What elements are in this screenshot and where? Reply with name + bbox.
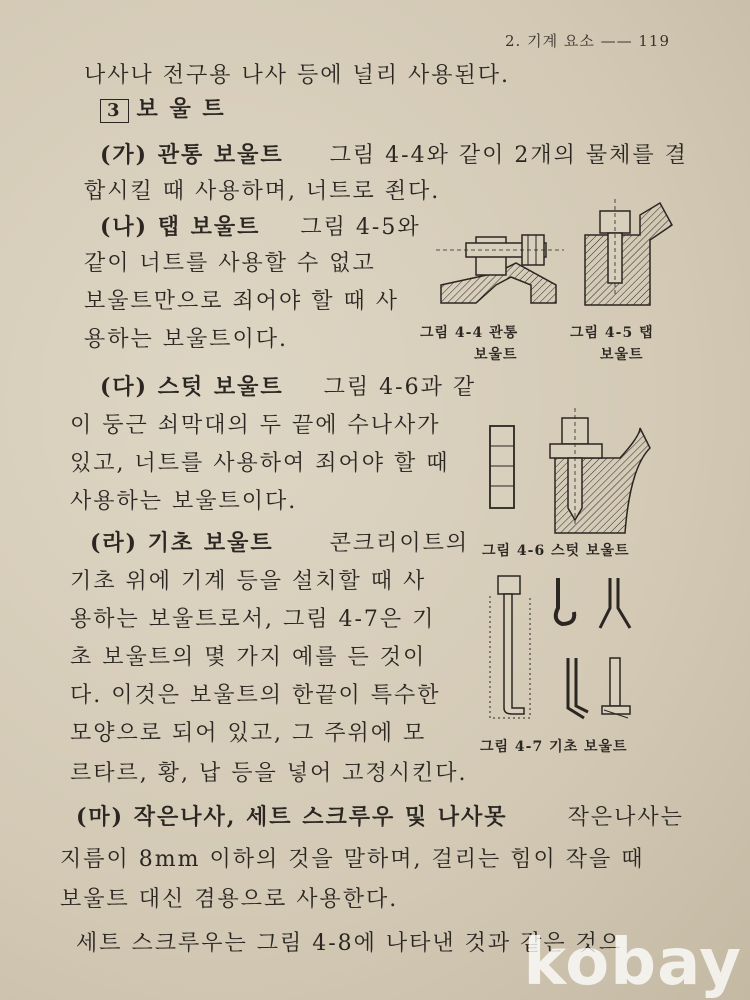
text-line: 초 보울트의 몇 가지 예를 든 것이: [70, 645, 427, 670]
paragraph-na-line-1: [100, 210, 421, 241]
caption-fig-4-4-line-2: 보울트: [474, 347, 518, 363]
caption-fig-4-4-line-1: 그림 4-4 관통: [420, 325, 519, 341]
text-line: 콘크리이트의: [329, 531, 470, 556]
section-number: 3: [100, 99, 129, 123]
text-line: 보울트만으로 죄어야 할 때 사: [84, 289, 399, 314]
paragraph-ga-line-1: [100, 138, 688, 169]
heading-ma: (마) 작은나사, 세트 스크루우 및 나사못: [76, 804, 508, 830]
paragraph-da-line-1: [100, 370, 476, 401]
text-line: 르타르, 황, 납 등을 넣어 고정시킨다.: [70, 761, 468, 786]
text-line: 있고, 너트를 사용하여 죄어야 할 때: [70, 451, 450, 476]
text-line: 사용하는 보울트이다.: [70, 489, 298, 514]
heading-ga: (가) 관통 보울트: [100, 142, 284, 168]
text-line: 기초 위에 기계 등을 설치할 때 사: [70, 569, 427, 594]
heading-da: (다) 스텃 보울트: [100, 374, 284, 400]
text-line: 모양으로 되어 있고, 그 주위에 모: [70, 721, 427, 746]
text-line: 그림 4-4와 같이 2개의 물체를 결: [329, 143, 688, 168]
watermark-logo: kobay: [523, 926, 742, 1000]
heading-ra: (라) 기초 보울트: [90, 530, 274, 556]
caption-fig-4-5-line-2: 보울트: [600, 347, 644, 363]
figure-4-6-stud-bolt: [480, 408, 660, 533]
heading-na: (나) 탭 보울트: [100, 214, 261, 240]
caption-fig-4-7: 그림 4-7 기초 보울트: [480, 739, 628, 755]
figure-4-7-foundation-bolts: [480, 568, 650, 728]
text-line: 용하는 보울트이다.: [84, 327, 289, 352]
text-line: 용하는 보울트로서, 그림 4-7은 기: [70, 607, 436, 632]
paragraph-ma-line-1: [76, 800, 684, 831]
figure-4-5-tap-bolt: [580, 195, 680, 315]
text-line: 같이 너트를 사용할 수 없고: [84, 251, 376, 276]
text-line: 그림 4-5와: [300, 215, 421, 240]
text-line: 그림 4-6과 같: [323, 375, 477, 400]
text-line: 다. 이것은 보울트의 한끝이 특수한: [70, 683, 441, 708]
text-line: 지름이 8mm 이하의 것을 말하며, 걸리는 힘이 작을 때: [60, 847, 645, 872]
caption-fig-4-6: 그림 4-6 스텃 보울트: [482, 543, 630, 559]
text-line: 이 둥근 쇠막대의 두 끝에 수나사가: [70, 413, 441, 438]
text-line: 보울트 대신 겸용으로 사용한다.: [60, 887, 399, 912]
paragraph-ra-line-1: [90, 526, 469, 557]
figure-4-4-through-bolt: [436, 215, 566, 315]
text-line: 나사나 전구용 나사 등에 널리 사용된다.: [84, 63, 510, 88]
text-line: 작은나사는: [567, 805, 684, 830]
text-line: 합시킬 때 사용하며, 너트로 죈다.: [84, 179, 441, 204]
section-title: 보 울 트: [136, 96, 226, 122]
caption-fig-4-5-line-1: 그림 4-5 탭: [570, 325, 654, 341]
section-heading: [100, 92, 226, 123]
running-header: 2. 기계 요소 —— 119: [505, 32, 670, 50]
text-line: 세트 스크루우는 그림 4-8에 나타낸 것과 같은 것으: [76, 931, 623, 956]
